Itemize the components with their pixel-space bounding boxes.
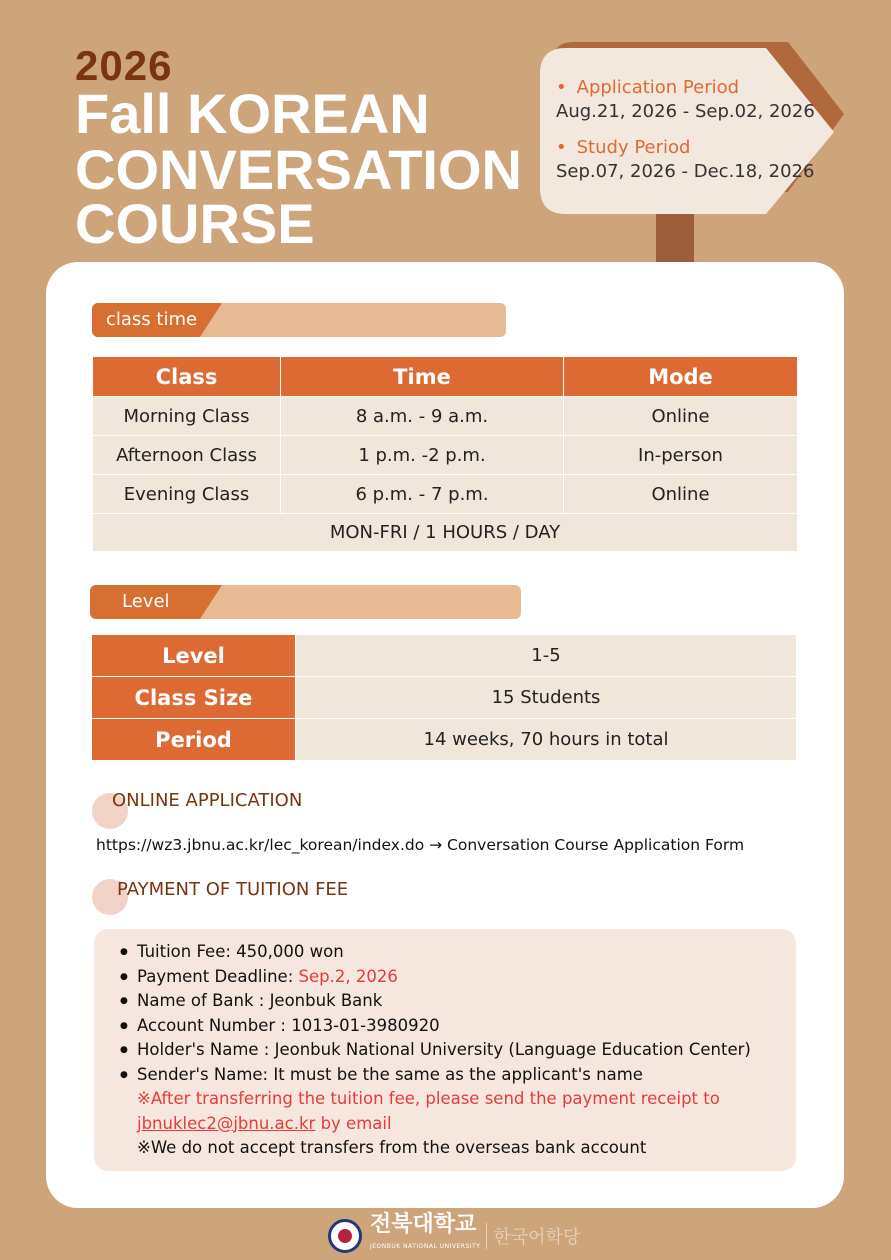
header-class: Class [93, 357, 281, 397]
logo-divider [486, 1223, 487, 1249]
year-label: 2026 [75, 42, 173, 89]
class-cell: Afternoon Class [93, 436, 281, 475]
class-time-banner [92, 303, 506, 337]
class-time-table [92, 356, 798, 552]
level-value: 1-5 [296, 635, 797, 677]
class-time-tab: class time [92, 303, 200, 337]
period-value: 14 weeks, 70 hours in total [296, 719, 797, 761]
application-link[interactable]: https://wz3.jbnu.ac.kr/lec_korean/index.do → Conversation Course Application Form [96, 836, 745, 854]
class-cell: Evening Class [93, 475, 281, 514]
center-name: 한국어학당 [493, 1227, 581, 1248]
header-mode: Mode [564, 357, 798, 397]
mode-cell: Online [564, 475, 798, 514]
level-key: Level [92, 635, 296, 677]
title-line-1: Fall KOREAN [75, 82, 430, 145]
email-link[interactable]: jbnuklec2@jbnu.ac.kr [137, 1113, 316, 1133]
schedule-summary: MON-FRI / 1 HOURS / DAY [93, 514, 798, 552]
list-item: ● Name of Bank : Jeonbuk Bank [120, 989, 751, 1014]
university-name [370, 1214, 480, 1258]
list-item [120, 965, 751, 990]
level-banner [90, 585, 521, 619]
header-time: Time [281, 357, 564, 397]
university-name-ko: 전북대학교 [370, 1212, 477, 1237]
title-line-3: COURSE [75, 192, 315, 255]
list-item: ● Holder's Name : Jeonbuk National University (Language Education Center) [120, 1038, 751, 1063]
table-row [93, 436, 798, 475]
application-period-label: • Application Period [556, 76, 816, 100]
receipt-email-line [120, 1112, 751, 1137]
list-item: ● Sender's Name: It must be the same as the applicant's name [120, 1063, 751, 1088]
time-cell: 6 p.m. - 7 p.m. [281, 475, 564, 514]
period-key: Period [92, 719, 296, 761]
list-item: ● Account Number : 1013-01-3980920 [120, 1014, 751, 1039]
table-row [92, 719, 797, 761]
study-period-label: • Study Period [556, 136, 816, 160]
payment-heading: PAYMENT OF TUITION FEE [117, 879, 349, 900]
title-line-2: CONVERSATION [75, 138, 522, 201]
class-size-key: Class Size [92, 677, 296, 719]
time-cell: 8 a.m. - 9 a.m. [281, 397, 564, 436]
application-period-value: Aug.21, 2026 - Sep.02, 2026 [556, 101, 815, 122]
table-row [92, 635, 797, 677]
university-name-en: JEONBUK NATIONAL UNIVERSITY [370, 1243, 481, 1250]
deadline-label: Payment Deadline: [137, 966, 299, 986]
schedule-summary-row [93, 514, 798, 552]
mode-cell: Online [564, 397, 798, 436]
mode-cell: In-person [564, 436, 798, 475]
level-table [91, 634, 797, 761]
class-size-value: 15 Students [296, 677, 797, 719]
university-seal-icon [328, 1219, 362, 1253]
study-period-value: Sep.07, 2026 - Dec.18, 2026 [556, 161, 815, 182]
footer-logo [328, 1212, 581, 1254]
payment-info-list [120, 940, 751, 1161]
table-row [93, 397, 798, 436]
signpost-text [556, 76, 816, 196]
table-row [93, 475, 798, 514]
level-tab: Level [90, 585, 200, 619]
overseas-note: ※We do not accept transfers from the overseas bank account [137, 1138, 647, 1157]
time-cell: 1 p.m. -2 p.m. [281, 436, 564, 475]
receipt-note: ※After transferring the tuition fee, please send the payment receipt to [137, 1089, 720, 1108]
table-row [92, 677, 797, 719]
online-application-heading: ONLINE APPLICATION [112, 790, 303, 811]
deadline-value: Sep.2, 2026 [298, 966, 398, 986]
class-cell: Morning Class [93, 397, 281, 436]
email-suffix: by email [315, 1113, 392, 1133]
table-header-row [93, 357, 798, 397]
list-item: ● Tuition Fee: 450,000 won [120, 940, 751, 965]
